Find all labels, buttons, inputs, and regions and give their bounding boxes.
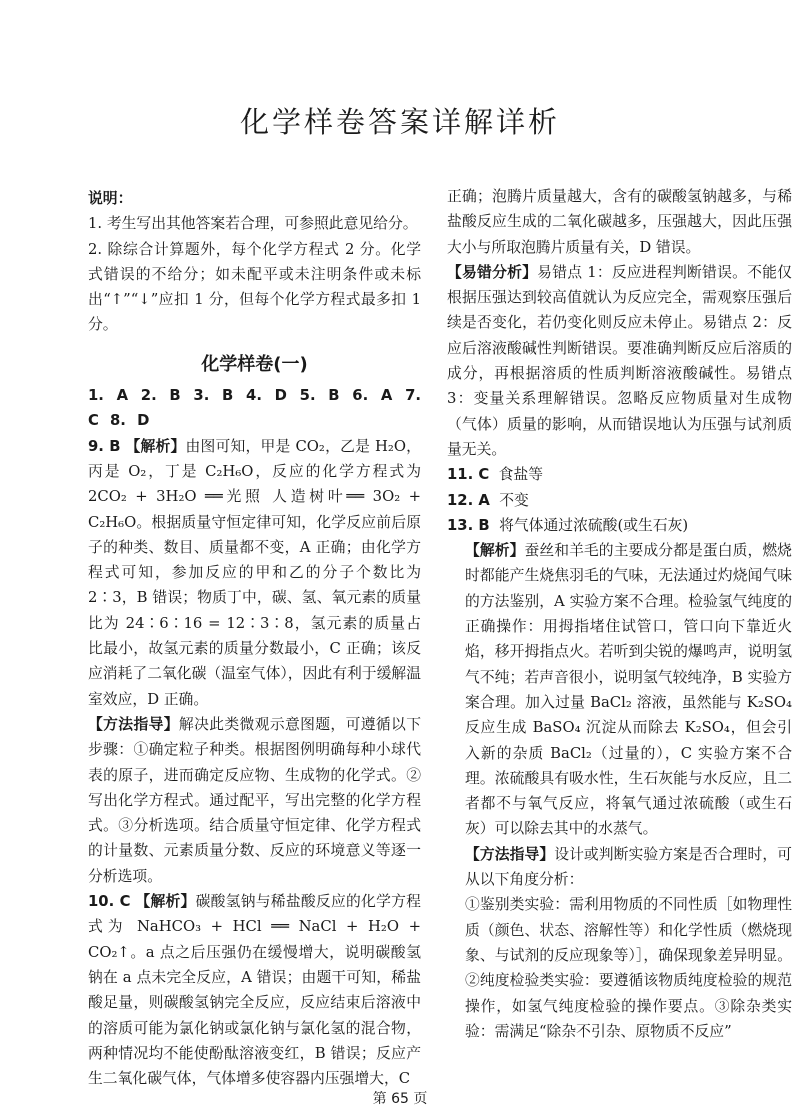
question-11-answer: 食盐等 [498, 466, 544, 484]
left-column [88, 186, 421, 1091]
section-title: 化学样卷(一) [201, 353, 308, 375]
choice-answers: 1. A 2. B 3. B 4. D 5. B 6. A 7. C 8. D [88, 387, 421, 430]
note-item-1: 1. 考生写出其他答案若合理，可参照此意见给分。 [88, 215, 418, 233]
note-item-2: 2. 除综合计算题外，每个化学方程式 2 分。化学式错误的不给分；如未配平或未注明条件或未标出“↑”“↓”应扣 1 分，但每个化学方程式最多扣 1 分。 [88, 240, 421, 334]
method-guide-2-text: 设计或判断实验方案是否合理时，可从以下角度分析： [465, 845, 792, 889]
analysis-tag: 【解析】 [465, 542, 525, 560]
error-analysis-text: 易错点 1：反应进程判断错误。不能仅根据压强达到较高值就认为反应完全，需观察压强后续是否变化，若仍变化则反应未停止。易错点 2：反应后溶液酸碱性判断错误。要准确判断反应后溶质的成分，再根据溶质的性质判断溶液酸碱性。易错点 3：变量关系理解错误。忽略反应物质量对生成物（气体）质量的影响，从而错误地认为压强与试剂质量无关。 [447, 263, 792, 458]
question-10-continued: 正确；泡腾片质量越大，含有的碳酸氢钠越多，与稀盐酸反应生成的二氧化碳越多，压强越大，因此压强大小与所取泡腾片质量有关，D 错误。 [447, 188, 792, 256]
question-10 [88, 889, 421, 1091]
question-9-number: 9. B [88, 437, 121, 455]
question-12-answer: 不变 [499, 491, 529, 509]
question-12-number: 12. A [447, 491, 490, 509]
method-guide-2-detail: ①鉴别类实验：需利用物质的不同性质［如物理性质（颜色、状态、溶解性等）和化学性质（燃烧现象、与试剂的反应现象等）］，确保现象差异明显。②纯度检验类实验：要遵循该物质纯度检验的规范操作，如氢气纯度检验的操作要点。③除杂类实验：需满足“除杂不引杂、原物质不反应” [465, 896, 792, 1040]
question-9-analysis: 由图可知，甲是 CO₂，乙是 H₂O，丙是 O₂，丁是 C₂H₆O，反应的化学方程式为 2CO₂ + 3H₂O ══光照 人造树叶══ 3O₂ + C₂H₆O。根据质量守恒定律可知，化学反应前后原子的种类、数目、质量都不变，A 正确；由化学方程式可知，参加反应的甲和乙的分子个数比为 2∶3，B 错误；物质丁中，碳、氢、氧元素的质量比为 24∶6∶16 = 12∶3∶8，氢元素的质量占比最小，故氢元素的质量分数最小，C 正确；该反应消耗了二氧化碳（温室气体），因此有利于缓解温室效应，D 正确。 [88, 437, 421, 708]
question-12 [447, 488, 792, 513]
question-9 [88, 434, 421, 712]
question-13-analysis-text: 蚕丝和羊毛的主要成分都是蛋白质，燃烧时都能产生烧焦羽毛的气味，无法通过灼烧闻气味的方法鉴别，A 实验方案不合理。检验氢气纯度的正确操作：用拇指堵住试管口，管口向下靠近火焰，移开拇指点火。若听到尖锐的爆鸣声，说明氢气不纯；若声音很小，说明氢气较纯净，B 实验方案合理。加入过量 BaCl₂ 溶液，虽然能与 K₂SO₄ 反应生成 BaSO₄ 沉淀从而除去 K₂SO₄，但会引入新的杂质 BaCl₂（过量的），C 实验方案不合理。浓硫酸具有吸水性，生石灰能与水反应，且二者都不与氧气反应，将氧气通过浓硫酸（或生石灰）可以除去其中的水蒸气。 [465, 542, 792, 838]
error-tag: 【易错分析】 [447, 263, 538, 281]
method-guide [88, 712, 421, 889]
analysis-tag: 【解析】 [125, 437, 186, 455]
page-title: 化学样卷答案详解详析 [239, 105, 560, 139]
analysis-tag: 【解析】 [135, 893, 196, 911]
question-13-number: 13. B [447, 516, 490, 534]
question-13 [447, 513, 792, 538]
method-tag: 【方法指导】 [88, 715, 179, 733]
method-guide-2 [447, 842, 792, 893]
question-13-answer: 将气体通过浓硫酸(或生石灰) [499, 516, 689, 534]
question-10-number: 10. C [88, 893, 131, 911]
question-10-analysis: 碳酸氢钠与稀盐酸反应的化学方程式为 NaHCO₃ + HCl ══ NaCl + H₂O + CO₂↑。a 点之后压强仍在缓慢增大，说明碳酸氢钠在 a 点未完全反应，A 错误；由题干可知，稀盐酸足量，则碳酸氢钠完全反应，反应结束后溶液中的溶质可能为氯化钠或氯化钠与氯化氢的混合物，两种情况均不能使酚酞溶液变红，B 错误；反应产生二氧化碳气体，气体增多使容器内压强增大，C [88, 893, 421, 1088]
method-guide-text: 解决此类微观示意图题，可遵循以下步骤：①确定粒子种类。根据图例明确每种小球代表的原子，进而确定反应物、生成物的化学式。②写出化学方程式。通过配平，写出完整的化学方程式。③分析选项。结合质量守恒定律、化学方程式的计量数、元素质量分数、反应的环境意义等逐一分析选项。 [88, 715, 421, 885]
question-11 [447, 462, 792, 487]
page-number: 第 65 页 [372, 1091, 428, 1107]
error-analysis [447, 260, 792, 462]
question-13-analysis [447, 538, 792, 842]
method-tag: 【方法指导】 [465, 845, 555, 863]
note-heading: 说明： [88, 190, 133, 207]
right-column [447, 184, 792, 1044]
question-11-number: 11. C [447, 466, 490, 484]
